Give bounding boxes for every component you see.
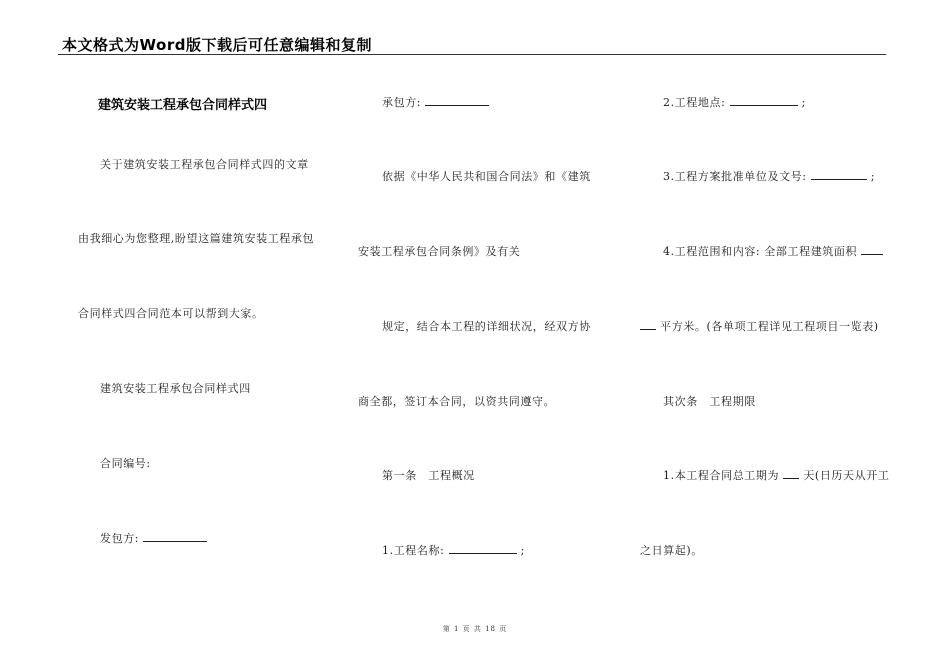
- col3-duration-end: 之日算起)。: [640, 544, 703, 557]
- col2-contractor-field: [382, 94, 489, 110]
- project-name-label: 1.工程名称:: [382, 544, 445, 557]
- location-label: 2.工程地点:: [663, 96, 726, 109]
- approval-label: 3.工程方案批准单位及文号:: [663, 170, 807, 183]
- location-end: ;: [801, 96, 806, 109]
- col2-basis-line4: 商全都，签订本合同，以资共同遵守。: [358, 395, 556, 408]
- document-title: 建筑安装工程承包合同样式四: [98, 98, 268, 113]
- col3-area-line: [640, 318, 879, 334]
- col2-article1-heading: 第一条 工程概况: [382, 469, 475, 482]
- page-number: 第 1 页 共 18 页: [442, 625, 508, 633]
- area-blank: [640, 319, 656, 330]
- col2-basis-line2: 安装工程承包合同条例》及有关: [358, 245, 521, 258]
- duration-label: 1.本工程合同总工期为: [663, 469, 780, 482]
- contractor-label: 承包方:: [382, 96, 422, 109]
- header-divider: [58, 54, 886, 55]
- col1-intro-line1: 关于建筑安装工程承包合同样式四的文章: [100, 158, 309, 171]
- col1-employer-field: [100, 530, 207, 546]
- col2-project-name-field: [382, 542, 525, 558]
- contractor-blank: [425, 95, 489, 106]
- col3-article2-heading: 其次条 工程期限: [663, 395, 756, 408]
- col2-basis-line1: 依据《中华人民共和国合同法》和《建筑: [382, 170, 591, 183]
- col3-scope-field: [663, 243, 883, 259]
- col1-contract-number-label: 合同编号:: [100, 457, 151, 470]
- approval-blank: [811, 169, 867, 180]
- col1-intro-line3: 合同样式四合同范本可以帮到大家。: [78, 307, 264, 320]
- approval-end: ;: [870, 170, 876, 183]
- scope-blank: [861, 244, 883, 255]
- header-title: 本文格式为Word版下载后可任意编辑和复制: [62, 36, 372, 54]
- area-text: 平方米。(各单项工程详见工程项目一览表): [660, 320, 879, 333]
- col1-intro-line2: 由我细心为您整理,盼望这篇建筑安装工程承包: [78, 232, 315, 245]
- employer-blank: [143, 531, 207, 542]
- duration-text: 天(日历天从开工: [803, 469, 890, 482]
- col1-contract-title: 建筑安装工程承包合同样式四: [100, 382, 251, 395]
- employer-label: 发包方:: [100, 532, 140, 545]
- duration-blank: [783, 468, 799, 479]
- scope-label: 4.工程范围和内容: 全部工程建筑面积: [663, 245, 858, 258]
- location-blank: [730, 95, 798, 106]
- col3-duration-field: [663, 467, 889, 483]
- col2-basis-line3: 规定，结合本工程的详细状况，经双方协: [382, 320, 591, 333]
- project-name-end: ;: [520, 544, 525, 557]
- col3-approval-field: [663, 168, 875, 184]
- project-name-blank: [449, 543, 517, 554]
- col3-location-field: [663, 94, 806, 110]
